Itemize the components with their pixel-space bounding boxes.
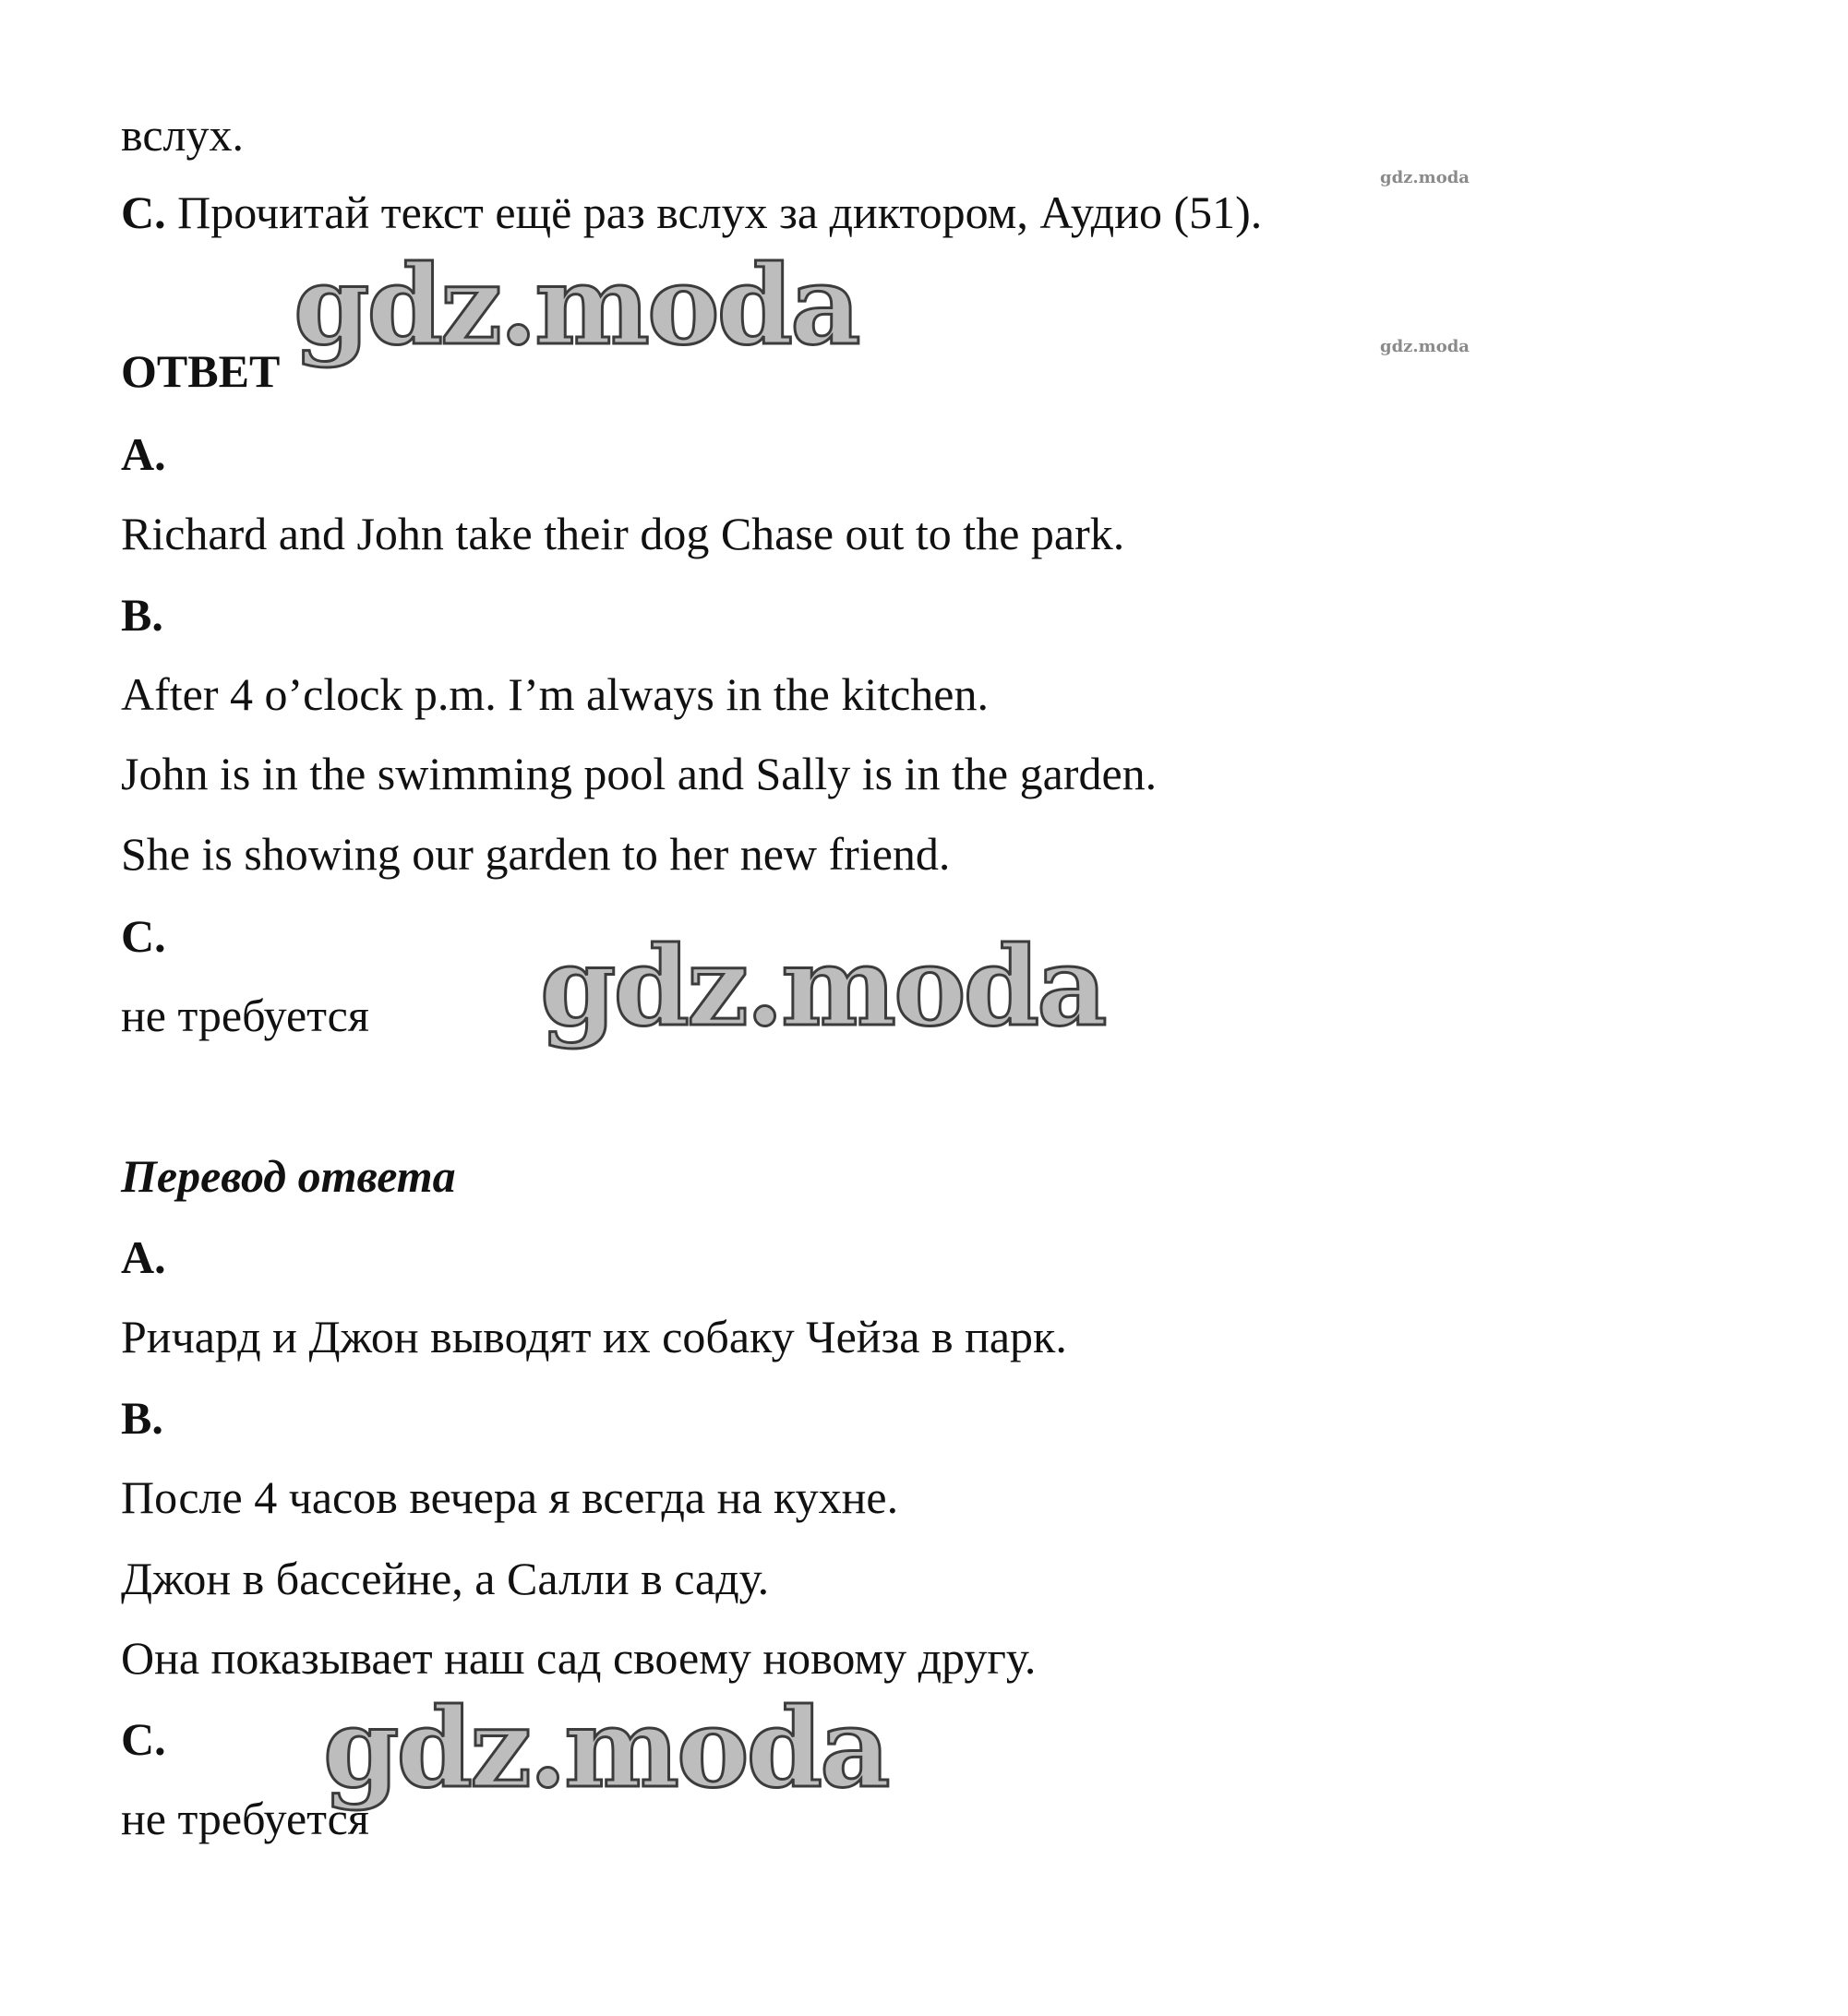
- answer-b-label: B.: [121, 589, 163, 641]
- translation-c-label: C.: [121, 1713, 166, 1765]
- watermark-small: gdz.moda: [1380, 337, 1470, 356]
- answer-b-line: She is showing our garden to her new friend.: [121, 828, 951, 880]
- watermark-logo: gdz.moda: [294, 241, 858, 369]
- instruction-c-label: С.: [121, 186, 166, 238]
- translation-b-line: Джон в бассейне, а Салли в саду.: [121, 1553, 770, 1604]
- instruction-c: [121, 185, 1262, 240]
- translation-b-line: После 4 часов вечера я всегда на кухне.: [121, 1471, 899, 1523]
- answer-a-label: A.: [121, 428, 166, 480]
- answer-c-line: не требуется: [121, 990, 369, 1041]
- translation-a-line: Ричард и Джон выводят их собаку Чейза в парк.: [121, 1311, 1067, 1362]
- answer-c-label: C.: [121, 910, 166, 962]
- answer-b-line: John is in the swimming pool and Sally is in the garden.: [121, 748, 1158, 799]
- watermark-logo: gdz.moda: [323, 1684, 888, 1812]
- translation-b-line: Она показывает наш сад своему новому другу.: [121, 1632, 1037, 1684]
- watermark-logo: gdz.moda: [540, 922, 1105, 1050]
- watermark-small: gdz.moda: [1380, 168, 1470, 187]
- translation-c-line: не требуется: [121, 1793, 369, 1844]
- answer-a-line: Richard and John take their dog Chase out to the park.: [121, 508, 1125, 559]
- translation-heading: Перевод ответа: [121, 1150, 456, 1202]
- continuation-text: вслух.: [121, 109, 244, 161]
- instruction-c-text: Прочитай текст ещё раз вслух за диктором, Аудио (51).: [177, 186, 1263, 238]
- answer-heading: ОТВЕТ: [121, 345, 281, 397]
- translation-b-label: B.: [121, 1392, 163, 1444]
- answer-b-line: After 4 o’clock p.m. I’m always in the kitchen.: [121, 668, 989, 720]
- translation-a-label: A.: [121, 1231, 166, 1283]
